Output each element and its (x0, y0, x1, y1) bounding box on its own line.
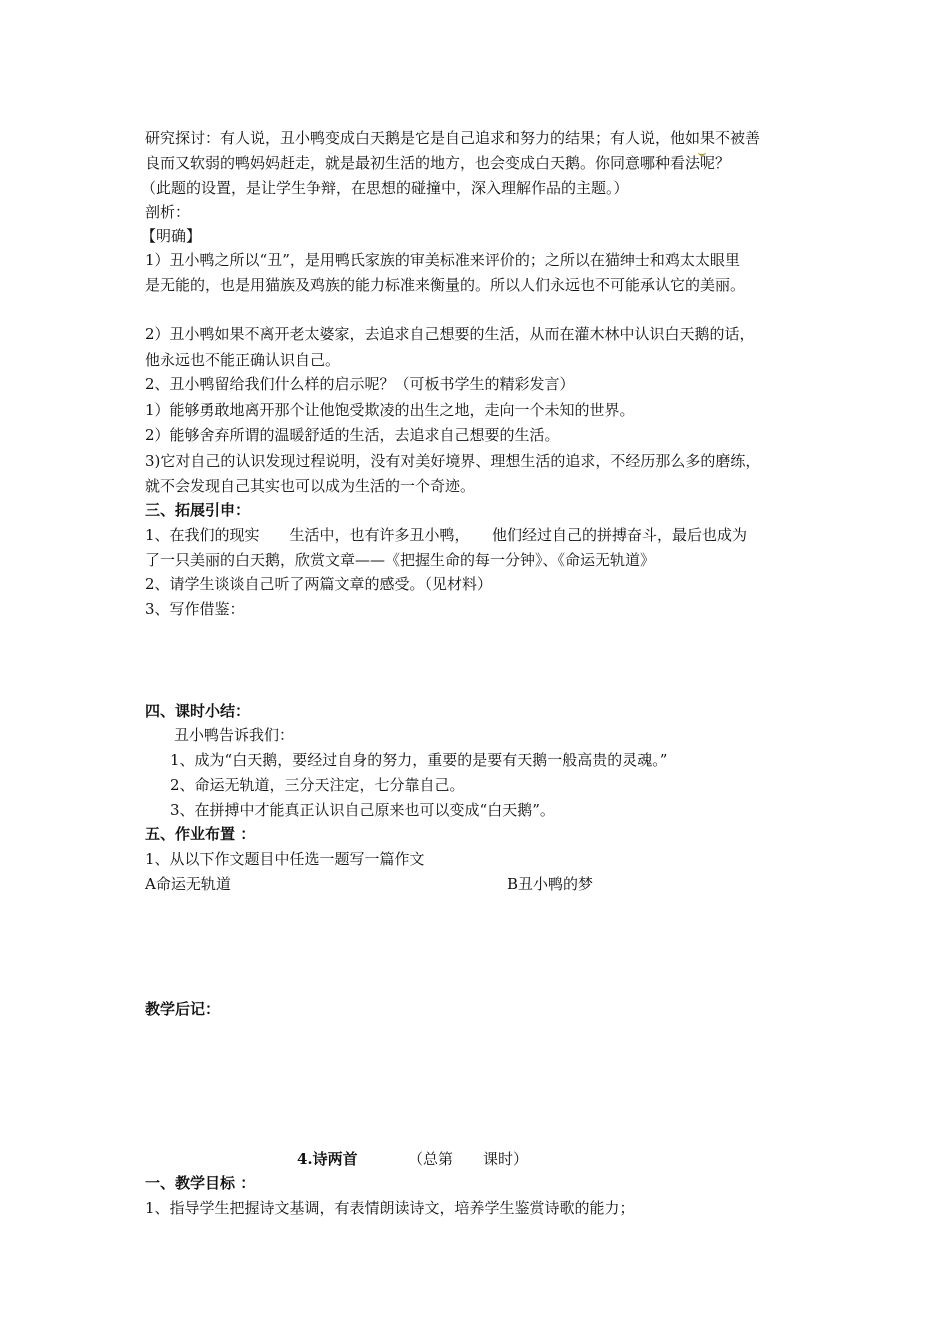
text-line: 3、在拼搏中才能真正认识自己原来也可以变成“白天鹅”。 (170, 801, 555, 819)
text-line: 2、命运无轨道，三分天注定，七分靠自己。 (170, 776, 465, 794)
text-line: 2）能够舍弃所谓的温暖舒适的生活，去追求自己想要的生活。 (145, 426, 560, 444)
text-line: 2、丑小鸭留给我们什么样的启示呢？（可板书学生的精彩发言） (145, 375, 575, 393)
text-line: 1、从以下作文题目中任选一题写一篇作文 (145, 850, 425, 868)
text-line: 1）丑小鸭之所以“丑”，是用鸭氏家族的审美标准来评价的；之所以在猫绅士和鸡太太眼里 (145, 251, 740, 269)
section-heading: 三、拓展引申： (145, 501, 251, 519)
text-line: 就不会发现自己其实也可以成为生活的一个奇迹。 (145, 477, 476, 495)
section-heading: 五、作业布置 ： (145, 825, 256, 843)
section-heading: 教学后记： (145, 1000, 221, 1018)
text-line: 【明确】 (141, 227, 202, 245)
text-line: 1、在我们的现实 生活中，也有许多丑小鸭， 他们经过自己的拼搏奋斗，最后也成为 (145, 526, 748, 544)
text-line: 1、成为“白天鹅，要经过自身的努力，重要的是要有天鹅一般高贵的灵魂。” (170, 751, 668, 769)
text-line: 剖析： (145, 203, 191, 221)
option-a: A命运无轨道 (145, 875, 231, 893)
lesson-title: 4.诗两首 (297, 1150, 358, 1168)
text-line: 2、请学生谈谈自己听了两篇文章的感受。（见材料） (145, 575, 493, 593)
text-line: 1、指导学生把握诗文基调，有表情朗读诗文，培养学生鉴赏诗歌的能力； (145, 1199, 635, 1217)
text-line: 是无能的，也是用猫族及鸡族的能力标准来衡量的。所以人们永远也不可能承认它的美丽。 (145, 276, 746, 294)
text-line: 2）丑小鸭如果不离开老太婆家，去追求自己想要的生活，从而在灌木林中认识白天鹅的话， (145, 325, 755, 343)
text-line: 3)它对自己的认识发现过程说明，没有对美好境界、理想生活的追求，不经历那么多的磨练， (145, 452, 761, 470)
text-line: 3、写作借鉴： (145, 600, 245, 618)
option-b: B丑小鸭的梦 (507, 875, 594, 893)
text-line: 1）能够勇敢地离开那个让他饱受欺凌的出生之地，走向一个未知的世界。 (145, 401, 635, 419)
text-line: （此题的设置，是让学生争辩，在思想的碰撞中，深入理解作品的主题。） (141, 179, 629, 197)
text-line: 研究探讨：有人说，丑小鸭变成白天鹅是它是自己追求和努力的结果；有人说，他如果不被善 (145, 129, 761, 147)
text-line: 丑小鸭告诉我们： (174, 726, 295, 744)
section-heading: 一、教学目标 ： (145, 1174, 256, 1192)
text-line: 了一只美丽的白天鹅，欣赏文章——《把握生命的每一分钟》、《命运无轨道》 (145, 551, 656, 569)
lesson-meta: （总第 课时） (408, 1150, 529, 1168)
text-line: 良而又软弱的鸭妈妈赶走，就是最初生活的地方，也会变成白天鹅。你同意哪种看法呢？ (145, 154, 731, 172)
text-line: 他永远也不能正确认识自己。 (145, 351, 341, 369)
section-heading: 四、课时小结： (145, 702, 251, 720)
